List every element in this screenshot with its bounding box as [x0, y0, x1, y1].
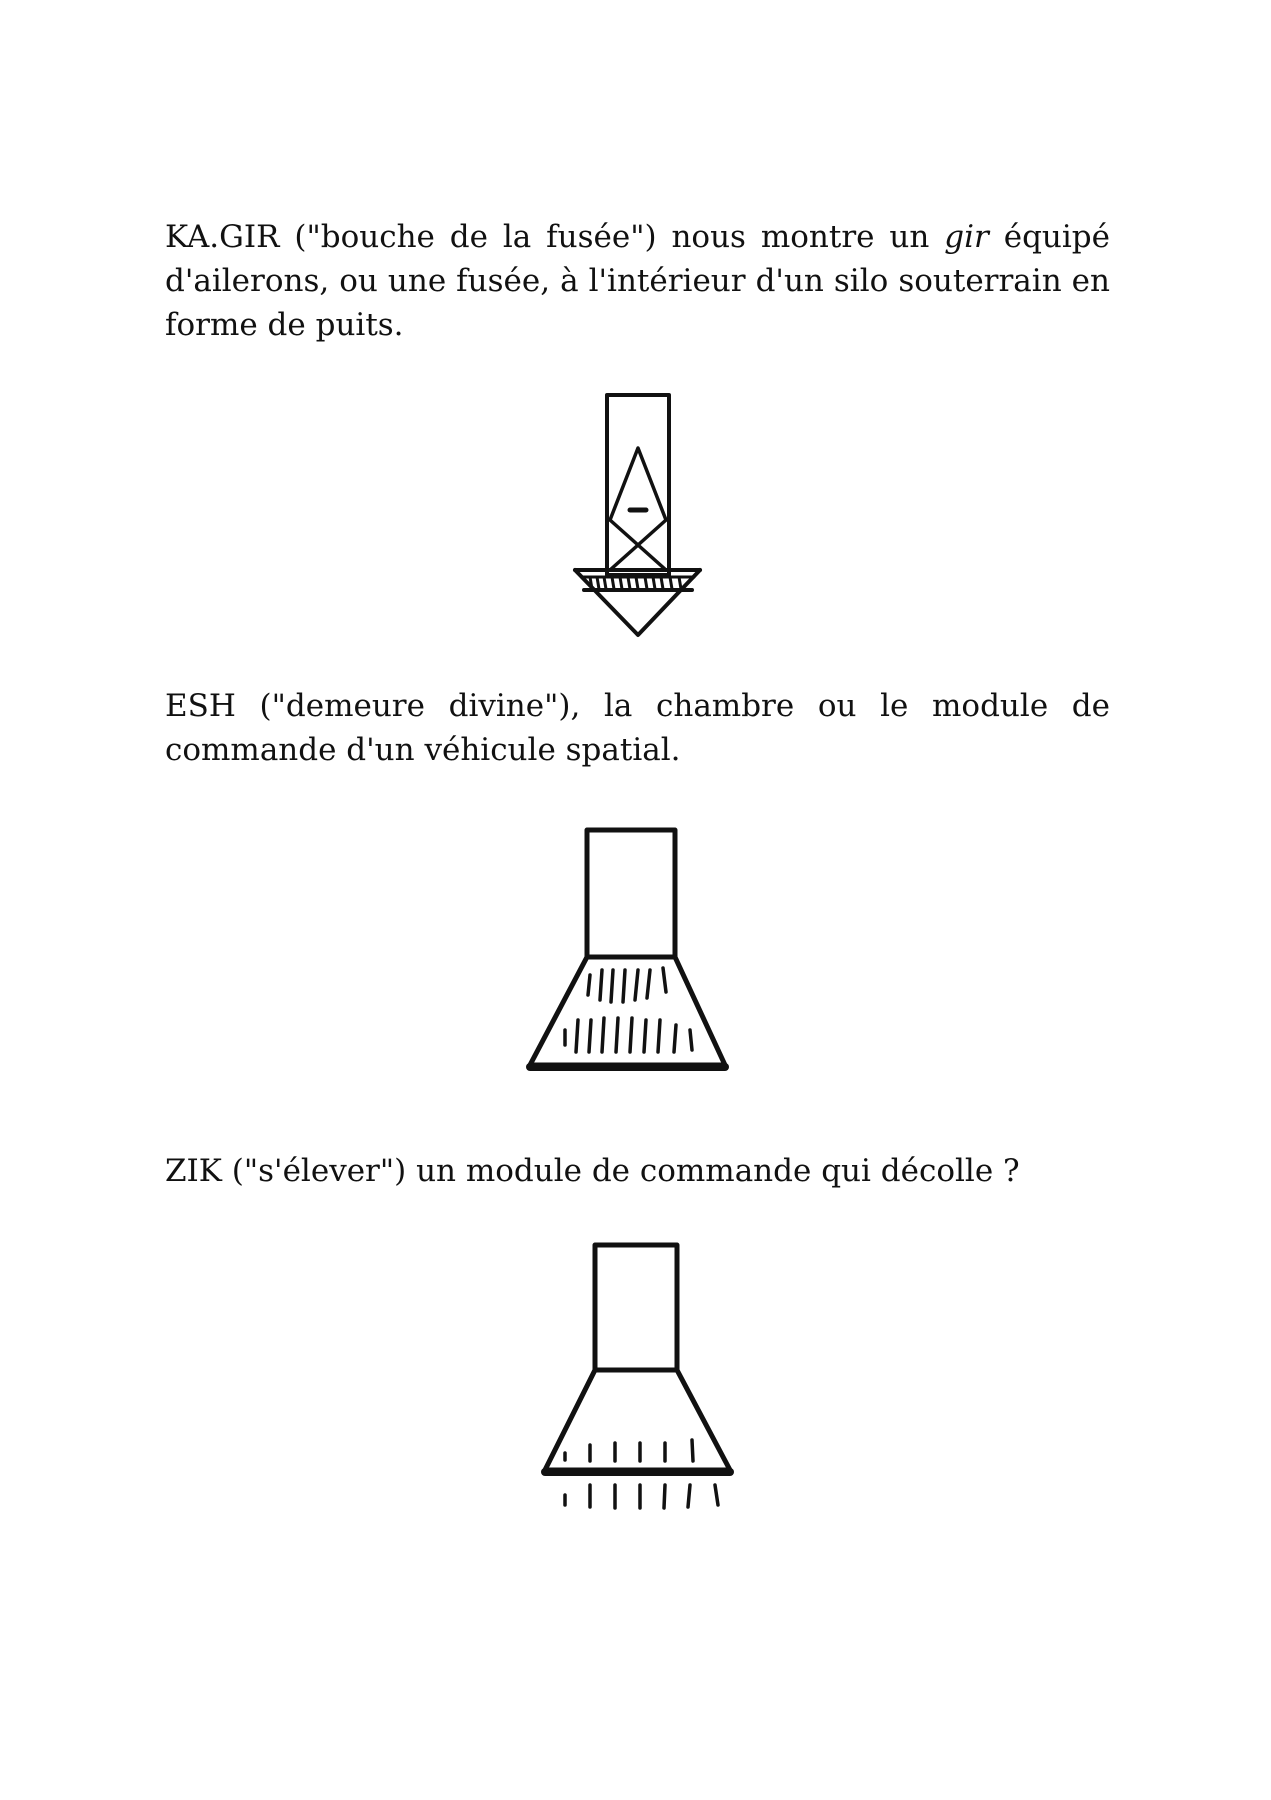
paragraph-zik: ZIK ("s'élever") un module de commande qui décolle ?	[165, 1153, 1020, 1189]
kagir-rocket-in-silo-glyph	[560, 390, 720, 640]
paragraph-kagir-text-start: KA.GIR ("bouche de la fusée") nous montre un	[165, 219, 945, 255]
esh-command-module-glyph	[520, 820, 750, 1090]
paragraph-kagir-text-end: équipé d'ailerons, ou une fusée, à l'intérieur d'un silo souterrain en forme de puits.	[165, 219, 1110, 343]
paragraph-kagir-italic-term: gir	[944, 219, 989, 255]
paragraph-esh: ESH ("demeure divine"), la chambre ou le module de commande d'un véhicule spatial.	[165, 688, 1110, 768]
paragraph-kagir	[165, 215, 1110, 347]
zik-module-lifting-off-glyph	[530, 1235, 740, 1525]
